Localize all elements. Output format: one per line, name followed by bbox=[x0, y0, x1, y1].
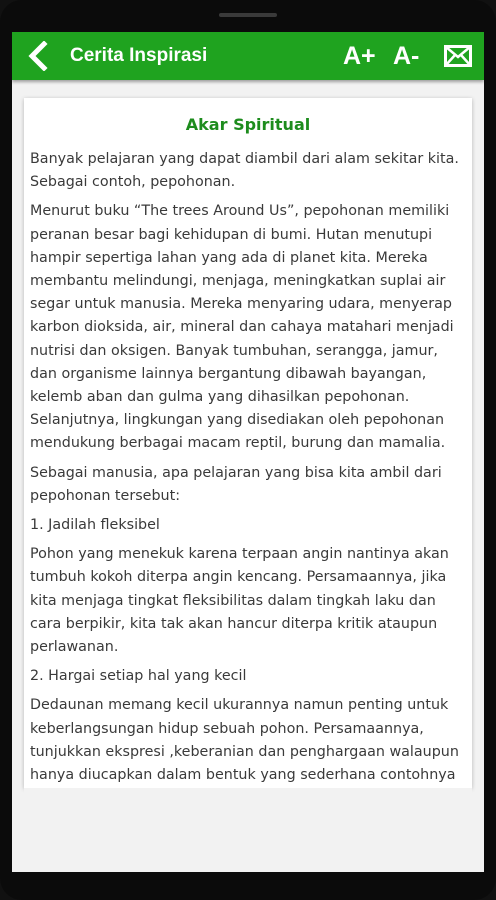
envelope-icon bbox=[444, 45, 472, 67]
empty-bottom-area bbox=[24, 788, 472, 872]
app-screen bbox=[12, 32, 484, 872]
decrease-font-button[interactable]: A- bbox=[393, 42, 420, 70]
content-area bbox=[12, 80, 484, 872]
article-paragraph: Menurut buku “The trees Around Us”, pepohonan memiliki peranan besar bagi kehidupan di bumi. Hutan menutupi hampir sepertiga lahan yang ada di planet kita. Mereka membantu melindungi, menjaga, meningkatkan suplai air segar untuk manusia. Mereka menyaring udara, menyerap karbon dioksida, air, mineral dan cahaya matahari menjadi nutrisi dan oksigen. Banyak tumbuhan, serangga, jamur, dan organisme lainnya bergantung dibawah bayangan, kelemb aban dan gulma yang dihasilkan pepohonan. Selanjutnya, lingkungan yang disediakan oleh pepohonan mendukung berbagai macam reptil, burung dan mamalia. bbox=[30, 203, 454, 452]
article-body bbox=[24, 148, 472, 787]
article-subheading: 1. Jadilah fleksibel bbox=[30, 517, 160, 534]
increase-font-button[interactable]: A+ bbox=[343, 42, 376, 70]
article-paragraph: Dedaunan memang kecil ukurannya namun penting untuk keberlangsungan hidup sebuah pohon. Persamaannya, tunjukkan ekspresi ,keberanian dan penghargaan walaupun hanya diucapkan dalam bentuk yang sederhana contohnya bbox=[30, 697, 459, 784]
article-subheading: 2. Hargai setiap hal yang kecil bbox=[30, 668, 247, 685]
article-card[interactable] bbox=[24, 98, 472, 788]
app-bar bbox=[12, 32, 484, 80]
share-email-button[interactable] bbox=[442, 42, 474, 70]
article-paragraph: Sebagai manusia, apa pelajaran yang bisa kita ambil dari pepohonan tersebut: bbox=[30, 464, 442, 504]
article-paragraph: Banyak pelajaran yang dapat diambil dari alam sekitar kita. Sebagai contoh, pepohonan. bbox=[30, 151, 459, 191]
app-title: Cerita Inspirasi bbox=[70, 45, 208, 66]
phone-speaker bbox=[219, 13, 277, 17]
back-button[interactable] bbox=[20, 38, 56, 74]
article-title: Akar Spiritual bbox=[185, 115, 311, 134]
article-paragraph: Pohon yang menekuk karena terpaan angin nantinya akan tumbuh kokoh diterpa angin kencang. Persamaannya, jika kita menjaga tingkat fleksibilitas dalam tingkah laku dan cara berpikir, kita tak akan hancur diterpa kritik ataupun perlawanan. bbox=[30, 546, 449, 656]
arrow-left-icon bbox=[26, 41, 50, 71]
